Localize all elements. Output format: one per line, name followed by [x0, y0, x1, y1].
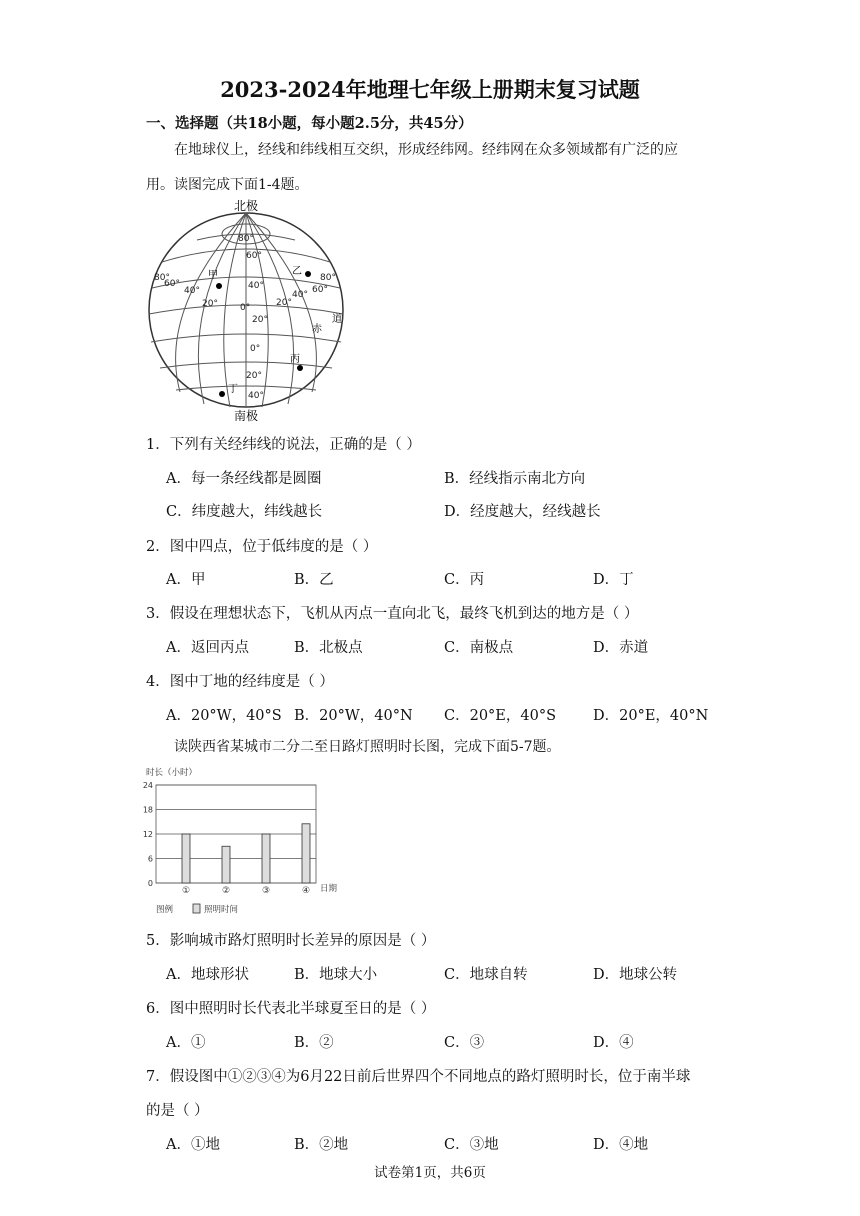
q5-option-a[interactable]: A．地球形状 — [166, 967, 249, 983]
q6-option-d[interactable]: D．④ — [593, 1035, 634, 1051]
q2-option-b[interactable]: B．乙 — [294, 572, 334, 588]
lat-label: 0° — [250, 344, 261, 354]
lat-label: 20° — [202, 299, 218, 309]
question-2-stem: 2．图中四点，位于低纬度的是（ ） — [146, 539, 378, 555]
lat-label: 20° — [252, 315, 268, 325]
question-6-stem: 6．图中照明时长代表北半球夏至日的是（ ） — [146, 1001, 436, 1017]
question-7-stem-line2: 的是（ ） — [146, 1103, 209, 1119]
point-ding-label: 丁 — [228, 384, 238, 395]
lat-label: 20° — [246, 371, 262, 381]
lighting-duration-chart — [140, 765, 380, 917]
page-footer: 试卷第1页，共6页 — [374, 1165, 486, 1181]
q5-option-c[interactable]: C．地球自转 — [444, 967, 528, 983]
q7-option-b[interactable]: B．②地 — [294, 1137, 349, 1153]
point-jia-marker — [216, 283, 222, 289]
lon-label: 0° — [240, 303, 251, 313]
q6-option-b[interactable]: B．② — [294, 1035, 334, 1051]
lat-label: 60° — [246, 251, 262, 261]
globe-figure — [142, 196, 350, 424]
point-bing-label: 丙 — [290, 354, 300, 365]
q6-option-c[interactable]: C．③ — [444, 1035, 485, 1051]
q7-option-a[interactable]: A．①地 — [166, 1137, 220, 1153]
chart-ytick-label: 6 — [147, 854, 153, 864]
lat-label: 40° — [184, 286, 200, 296]
equator-label-2: 道 — [332, 314, 342, 325]
q2-option-a[interactable]: A．甲 — [166, 572, 206, 588]
lat-label: 60° — [312, 285, 328, 295]
lat-label: 80° — [320, 273, 336, 283]
chart-bar — [182, 834, 190, 883]
chart-ytick-label: 24 — [142, 781, 153, 790]
lat-label: 40° — [248, 281, 264, 291]
q4-option-a[interactable]: A．20°W，40°S — [166, 708, 282, 724]
chart-legend-title: 图例 — [156, 905, 174, 915]
q3-option-c[interactable]: C．南极点 — [444, 640, 514, 656]
intro-paragraph-2: 读陕西省某城市二分二至日路灯照明时长图，完成下面5-7题。 — [174, 739, 561, 755]
lat-label: 80° — [154, 273, 170, 283]
q4-option-c[interactable]: C．20°E，40°S — [444, 708, 557, 724]
point-yi-marker — [305, 271, 311, 277]
q5-option-b[interactable]: B．地球大小 — [294, 967, 378, 983]
q6-option-a[interactable]: A．① — [166, 1035, 206, 1051]
q3-option-d[interactable]: D．赤道 — [593, 640, 649, 656]
q2-option-c[interactable]: C．丙 — [444, 572, 485, 588]
question-5-stem: 5．影响城市路灯照明时长差异的原因是（ ） — [146, 933, 436, 949]
question-1-stem: 1．下列有关经纬线的说法，正确的是（ ） — [146, 437, 421, 453]
q7-option-d[interactable]: D．④地 — [593, 1137, 649, 1153]
q4-option-d[interactable]: D．20°E，40°N — [593, 708, 709, 724]
point-bing-marker — [297, 365, 303, 371]
question-4-stem: 4．图中丁地的经纬度是（ ） — [146, 674, 334, 690]
question-3-stem: 3．假设在理想状态下，飞机从丙点一直向北飞，最终飞机到达的地方是（ ） — [146, 606, 639, 622]
q3-option-a[interactable]: A．返回丙点 — [166, 640, 249, 656]
q7-option-c[interactable]: C．③地 — [444, 1137, 499, 1153]
chart-ytick-label: 18 — [142, 805, 153, 815]
page-title: 2023-2024年地理七年级上册期末复习试题 — [220, 77, 640, 102]
q4-option-b[interactable]: B．20°W，40°N — [294, 708, 413, 724]
chart-legend-swatch — [193, 904, 200, 913]
chart-category-label: ② — [221, 886, 231, 896]
point-jia-label: 甲 — [208, 270, 218, 281]
q1-option-a[interactable]: A．每一条经线都是圆圈 — [166, 471, 322, 487]
chart-ylabel: 时长（小时） — [146, 768, 198, 778]
q1-option-d[interactable]: D．经度越大，经线越长 — [444, 504, 601, 520]
q1-option-b[interactable]: B．经线指示南北方向 — [444, 471, 586, 487]
chart-bar — [302, 824, 310, 883]
q5-option-d[interactable]: D．地球公转 — [593, 967, 678, 983]
lat-label: 60° — [164, 279, 180, 289]
section-heading: 一、选择题（共18小题，每小题2.5分，共45分） — [146, 115, 473, 132]
chart-category-label: ① — [181, 886, 191, 896]
chart-category-label: ④ — [301, 886, 311, 896]
chart-ytick-label: 0 — [147, 879, 153, 888]
chart-legend-label: 照明时间 — [204, 905, 239, 915]
chart-category-label: ③ — [261, 886, 271, 896]
intro-paragraph-line1: 在地球仪上，经线和纬线相互交织，形成经纬网。经纬网在众多领域都有广泛的应 — [174, 142, 678, 158]
chart-bar — [262, 834, 270, 883]
chart-ytick-label: 12 — [142, 830, 153, 839]
chart-bar — [222, 846, 230, 883]
chart-xlabel: 日期 — [320, 884, 338, 894]
south-pole-label: 南极 — [233, 409, 259, 423]
lat-label: 20° — [276, 298, 292, 308]
equator-label-1: 赤 — [312, 324, 322, 335]
lat-label: 80° — [238, 234, 254, 244]
north-pole-label: 北极 — [233, 199, 259, 213]
lat-label: 40° — [248, 391, 264, 401]
point-yi-label: 乙 — [292, 266, 302, 277]
q3-option-b[interactable]: B．北极点 — [294, 640, 363, 656]
point-ding-marker — [219, 391, 225, 397]
question-7-stem-line1: 7．假设图中①②③④为6月22日前后世界四个不同地点的路灯照明时长，位于南半球 — [146, 1069, 691, 1085]
intro-paragraph-line2: 用。读图完成下面1-4题。 — [146, 177, 309, 193]
lat-label: 40° — [292, 290, 308, 300]
q2-option-d[interactable]: D．丁 — [593, 572, 634, 588]
q1-option-c[interactable]: C．纬度越大，纬线越长 — [166, 504, 323, 520]
